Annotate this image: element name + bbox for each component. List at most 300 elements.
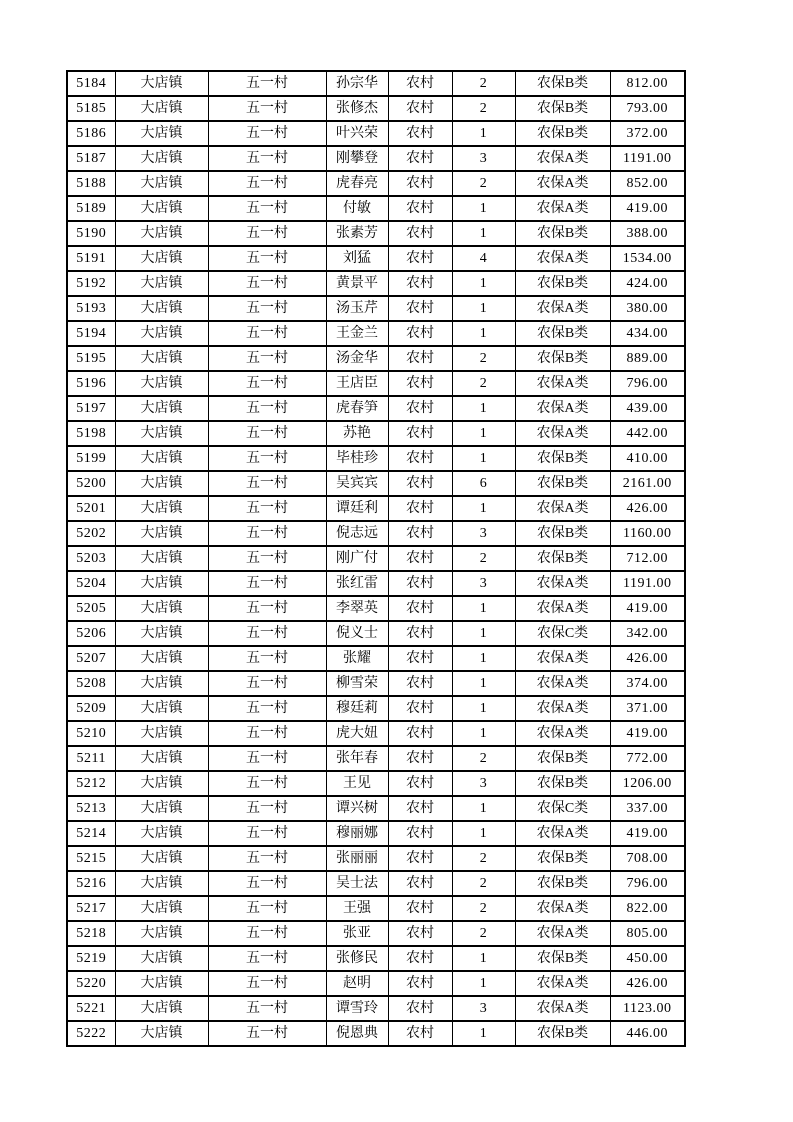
cell-town: 大店镇: [115, 396, 208, 421]
cell-name: 王强: [326, 896, 388, 921]
cell-category: 农保A类: [515, 821, 610, 846]
cell-name: 刚攀登: [326, 146, 388, 171]
cell-name: 叶兴荣: [326, 121, 388, 146]
cell-count: 1: [452, 421, 515, 446]
cell-id: 5205: [67, 596, 115, 621]
table-row: [67, 96, 685, 121]
cell-id: 5211: [67, 746, 115, 771]
cell-name: 吴宾宾: [326, 471, 388, 496]
table-row: [67, 646, 685, 671]
cell-count: 3: [452, 146, 515, 171]
cell-residence: 农村: [388, 821, 452, 846]
cell-category: 农保C类: [515, 621, 610, 646]
cell-id: 5185: [67, 96, 115, 121]
cell-town: 大店镇: [115, 821, 208, 846]
cell-residence: 农村: [388, 296, 452, 321]
cell-village: 五一村: [208, 571, 326, 596]
cell-category: 农保B类: [515, 746, 610, 771]
cell-residence: 农村: [388, 471, 452, 496]
roster-table-body: [67, 71, 685, 1046]
cell-residence: 农村: [388, 796, 452, 821]
cell-residence: 农村: [388, 871, 452, 896]
cell-town: 大店镇: [115, 446, 208, 471]
table-row: [67, 321, 685, 346]
cell-count: 2: [452, 96, 515, 121]
table-row: [67, 621, 685, 646]
table-row: [67, 596, 685, 621]
cell-town: 大店镇: [115, 971, 208, 996]
cell-name: 汤玉芹: [326, 296, 388, 321]
cell-village: 五一村: [208, 671, 326, 696]
table-row: [67, 396, 685, 421]
table-row: [67, 371, 685, 396]
cell-village: 五一村: [208, 196, 326, 221]
cell-town: 大店镇: [115, 621, 208, 646]
cell-count: 1: [452, 946, 515, 971]
cell-residence: 农村: [388, 271, 452, 296]
cell-amount: 708.00: [610, 846, 685, 871]
cell-residence: 农村: [388, 221, 452, 246]
cell-village: 五一村: [208, 896, 326, 921]
cell-town: 大店镇: [115, 496, 208, 521]
cell-category: 农保A类: [515, 196, 610, 221]
cell-name: 王金兰: [326, 321, 388, 346]
table-row: [67, 996, 685, 1021]
cell-residence: 农村: [388, 246, 452, 271]
cell-village: 五一村: [208, 771, 326, 796]
cell-id: 5202: [67, 521, 115, 546]
cell-amount: 434.00: [610, 321, 685, 346]
cell-id: 5197: [67, 396, 115, 421]
cell-category: 农保A类: [515, 421, 610, 446]
cell-category: 农保B类: [515, 471, 610, 496]
cell-residence: 农村: [388, 1021, 452, 1046]
cell-amount: 410.00: [610, 446, 685, 471]
cell-id: 5187: [67, 146, 115, 171]
table-row: [67, 821, 685, 846]
cell-residence: 农村: [388, 721, 452, 746]
cell-town: 大店镇: [115, 371, 208, 396]
cell-village: 五一村: [208, 421, 326, 446]
cell-id: 5209: [67, 696, 115, 721]
cell-town: 大店镇: [115, 246, 208, 271]
cell-id: 5208: [67, 671, 115, 696]
cell-town: 大店镇: [115, 346, 208, 371]
cell-amount: 1160.00: [610, 521, 685, 546]
cell-residence: 农村: [388, 71, 452, 96]
cell-amount: 419.00: [610, 721, 685, 746]
cell-village: 五一村: [208, 646, 326, 671]
cell-village: 五一村: [208, 696, 326, 721]
cell-town: 大店镇: [115, 896, 208, 921]
cell-name: 张修杰: [326, 96, 388, 121]
cell-category: 农保A类: [515, 696, 610, 721]
cell-count: 1: [452, 596, 515, 621]
table-row: [67, 571, 685, 596]
cell-category: 农保B类: [515, 771, 610, 796]
cell-amount: 439.00: [610, 396, 685, 421]
cell-amount: 442.00: [610, 421, 685, 446]
cell-count: 1: [452, 296, 515, 321]
cell-town: 大店镇: [115, 946, 208, 971]
cell-amount: 796.00: [610, 371, 685, 396]
table-row: [67, 171, 685, 196]
table-row: [67, 271, 685, 296]
cell-count: 1: [452, 396, 515, 421]
cell-name: 柳雪荣: [326, 671, 388, 696]
cell-residence: 农村: [388, 946, 452, 971]
cell-category: 农保A类: [515, 671, 610, 696]
cell-count: 2: [452, 896, 515, 921]
cell-category: 农保B类: [515, 1021, 610, 1046]
cell-name: 张耀: [326, 646, 388, 671]
cell-category: 农保A类: [515, 171, 610, 196]
insurance-roster-table: [66, 70, 686, 1047]
cell-name: 张红雷: [326, 571, 388, 596]
cell-count: 1: [452, 971, 515, 996]
table-row: [67, 771, 685, 796]
cell-category: 农保A类: [515, 921, 610, 946]
cell-name: 倪义士: [326, 621, 388, 646]
cell-residence: 农村: [388, 571, 452, 596]
cell-residence: 农村: [388, 921, 452, 946]
cell-village: 五一村: [208, 296, 326, 321]
cell-count: 2: [452, 546, 515, 571]
cell-village: 五一村: [208, 546, 326, 571]
cell-village: 五一村: [208, 496, 326, 521]
cell-category: 农保B类: [515, 321, 610, 346]
cell-count: 2: [452, 921, 515, 946]
cell-amount: 712.00: [610, 546, 685, 571]
cell-town: 大店镇: [115, 721, 208, 746]
cell-residence: 农村: [388, 671, 452, 696]
cell-id: 5216: [67, 871, 115, 896]
cell-amount: 772.00: [610, 746, 685, 771]
cell-count: 1: [452, 696, 515, 721]
cell-category: 农保B类: [515, 846, 610, 871]
cell-village: 五一村: [208, 346, 326, 371]
cell-town: 大店镇: [115, 571, 208, 596]
cell-name: 倪恩典: [326, 1021, 388, 1046]
table-row: [67, 721, 685, 746]
cell-amount: 419.00: [610, 196, 685, 221]
table-row: [67, 496, 685, 521]
table-row: [67, 896, 685, 921]
table-row: [67, 696, 685, 721]
cell-village: 五一村: [208, 921, 326, 946]
cell-count: 1: [452, 721, 515, 746]
cell-name: 刚广付: [326, 546, 388, 571]
cell-village: 五一村: [208, 96, 326, 121]
cell-id: 5206: [67, 621, 115, 646]
cell-town: 大店镇: [115, 671, 208, 696]
cell-town: 大店镇: [115, 146, 208, 171]
cell-count: 1: [452, 1021, 515, 1046]
table-row: [67, 746, 685, 771]
cell-town: 大店镇: [115, 746, 208, 771]
table-row: [67, 946, 685, 971]
cell-name: 虎大妞: [326, 721, 388, 746]
cell-residence: 农村: [388, 971, 452, 996]
cell-village: 五一村: [208, 321, 326, 346]
cell-count: 1: [452, 196, 515, 221]
cell-count: 1: [452, 821, 515, 846]
cell-id: 5204: [67, 571, 115, 596]
cell-town: 大店镇: [115, 471, 208, 496]
cell-name: 孙宗华: [326, 71, 388, 96]
cell-village: 五一村: [208, 221, 326, 246]
cell-category: 农保B类: [515, 871, 610, 896]
cell-amount: 2161.00: [610, 471, 685, 496]
cell-count: 1: [452, 796, 515, 821]
cell-id: 5192: [67, 271, 115, 296]
cell-count: 3: [452, 996, 515, 1021]
cell-amount: 426.00: [610, 646, 685, 671]
cell-town: 大店镇: [115, 546, 208, 571]
cell-village: 五一村: [208, 596, 326, 621]
cell-name: 王见: [326, 771, 388, 796]
cell-residence: 农村: [388, 96, 452, 121]
cell-name: 谭雪玲: [326, 996, 388, 1021]
cell-category: 农保B类: [515, 346, 610, 371]
cell-category: 农保B类: [515, 271, 610, 296]
cell-residence: 农村: [388, 996, 452, 1021]
cell-amount: 852.00: [610, 171, 685, 196]
cell-amount: 424.00: [610, 271, 685, 296]
cell-category: 农保B类: [515, 546, 610, 571]
cell-name: 苏艳: [326, 421, 388, 446]
cell-category: 农保A类: [515, 246, 610, 271]
cell-residence: 农村: [388, 646, 452, 671]
table-row: [67, 196, 685, 221]
cell-amount: 446.00: [610, 1021, 685, 1046]
cell-residence: 农村: [388, 496, 452, 521]
cell-id: 5189: [67, 196, 115, 221]
cell-village: 五一村: [208, 371, 326, 396]
cell-town: 大店镇: [115, 121, 208, 146]
cell-name: 虎春笋: [326, 396, 388, 421]
cell-town: 大店镇: [115, 596, 208, 621]
cell-count: 1: [452, 496, 515, 521]
cell-village: 五一村: [208, 396, 326, 421]
cell-village: 五一村: [208, 821, 326, 846]
cell-id: 5199: [67, 446, 115, 471]
cell-town: 大店镇: [115, 96, 208, 121]
cell-residence: 农村: [388, 896, 452, 921]
cell-name: 黄景平: [326, 271, 388, 296]
cell-town: 大店镇: [115, 221, 208, 246]
cell-count: 2: [452, 71, 515, 96]
cell-name: 张亚: [326, 921, 388, 946]
cell-name: 刘猛: [326, 246, 388, 271]
cell-category: 农保A类: [515, 296, 610, 321]
cell-count: 2: [452, 171, 515, 196]
cell-category: 农保B类: [515, 71, 610, 96]
table-row: [67, 796, 685, 821]
cell-amount: 342.00: [610, 621, 685, 646]
table-row: [67, 671, 685, 696]
cell-residence: 农村: [388, 321, 452, 346]
cell-name: 李翠英: [326, 596, 388, 621]
cell-residence: 农村: [388, 696, 452, 721]
cell-amount: 419.00: [610, 821, 685, 846]
cell-id: 5196: [67, 371, 115, 396]
cell-town: 大店镇: [115, 1021, 208, 1046]
cell-category: 农保A类: [515, 996, 610, 1021]
cell-category: 农保A类: [515, 396, 610, 421]
cell-residence: 农村: [388, 521, 452, 546]
cell-category: 农保B类: [515, 946, 610, 971]
cell-amount: 796.00: [610, 871, 685, 896]
table-row: [67, 971, 685, 996]
cell-count: 1: [452, 646, 515, 671]
cell-residence: 农村: [388, 746, 452, 771]
cell-id: 5213: [67, 796, 115, 821]
cell-id: 5215: [67, 846, 115, 871]
table-row: [67, 296, 685, 321]
table-row: [67, 446, 685, 471]
cell-count: 3: [452, 521, 515, 546]
cell-name: 张年春: [326, 746, 388, 771]
cell-id: 5221: [67, 996, 115, 1021]
cell-town: 大店镇: [115, 846, 208, 871]
cell-village: 五一村: [208, 71, 326, 96]
cell-town: 大店镇: [115, 421, 208, 446]
cell-amount: 380.00: [610, 296, 685, 321]
cell-count: 3: [452, 571, 515, 596]
cell-amount: 793.00: [610, 96, 685, 121]
cell-residence: 农村: [388, 621, 452, 646]
cell-amount: 822.00: [610, 896, 685, 921]
cell-category: 农保A类: [515, 496, 610, 521]
cell-name: 谭兴树: [326, 796, 388, 821]
cell-amount: 426.00: [610, 971, 685, 996]
cell-category: 农保A类: [515, 371, 610, 396]
cell-residence: 农村: [388, 346, 452, 371]
cell-count: 2: [452, 846, 515, 871]
cell-village: 五一村: [208, 271, 326, 296]
cell-amount: 889.00: [610, 346, 685, 371]
cell-category: 农保A类: [515, 571, 610, 596]
cell-town: 大店镇: [115, 296, 208, 321]
cell-amount: 450.00: [610, 946, 685, 971]
table-row: [67, 546, 685, 571]
cell-amount: 1191.00: [610, 146, 685, 171]
cell-village: 五一村: [208, 746, 326, 771]
cell-id: 5214: [67, 821, 115, 846]
cell-category: 农保A类: [515, 721, 610, 746]
cell-residence: 农村: [388, 596, 452, 621]
cell-name: 虎春亮: [326, 171, 388, 196]
cell-amount: 1123.00: [610, 996, 685, 1021]
cell-amount: 372.00: [610, 121, 685, 146]
cell-name: 汤金华: [326, 346, 388, 371]
cell-town: 大店镇: [115, 771, 208, 796]
cell-village: 五一村: [208, 171, 326, 196]
cell-name: 倪志远: [326, 521, 388, 546]
cell-count: 1: [452, 121, 515, 146]
cell-name: 王店臣: [326, 371, 388, 396]
cell-name: 付敏: [326, 196, 388, 221]
cell-name: 穆廷莉: [326, 696, 388, 721]
cell-count: 3: [452, 771, 515, 796]
cell-count: 4: [452, 246, 515, 271]
table-row: [67, 871, 685, 896]
table-row: [67, 146, 685, 171]
cell-id: 5200: [67, 471, 115, 496]
cell-count: 6: [452, 471, 515, 496]
cell-name: 张丽丽: [326, 846, 388, 871]
cell-count: 1: [452, 446, 515, 471]
cell-town: 大店镇: [115, 871, 208, 896]
table-row: [67, 346, 685, 371]
cell-id: 5184: [67, 71, 115, 96]
cell-category: 农保A类: [515, 646, 610, 671]
cell-id: 5220: [67, 971, 115, 996]
cell-count: 2: [452, 346, 515, 371]
cell-residence: 农村: [388, 396, 452, 421]
table-row: [67, 246, 685, 271]
cell-id: 5222: [67, 1021, 115, 1046]
cell-village: 五一村: [208, 471, 326, 496]
cell-name: 张修民: [326, 946, 388, 971]
cell-town: 大店镇: [115, 521, 208, 546]
cell-count: 1: [452, 321, 515, 346]
cell-town: 大店镇: [115, 696, 208, 721]
cell-id: 5207: [67, 646, 115, 671]
cell-count: 2: [452, 371, 515, 396]
cell-residence: 农村: [388, 446, 452, 471]
cell-amount: 337.00: [610, 796, 685, 821]
cell-town: 大店镇: [115, 171, 208, 196]
cell-residence: 农村: [388, 546, 452, 571]
cell-id: 5210: [67, 721, 115, 746]
cell-village: 五一村: [208, 121, 326, 146]
cell-amount: 1191.00: [610, 571, 685, 596]
cell-village: 五一村: [208, 146, 326, 171]
cell-village: 五一村: [208, 846, 326, 871]
cell-amount: 805.00: [610, 921, 685, 946]
table-row: [67, 921, 685, 946]
table-row: [67, 1021, 685, 1046]
cell-residence: 农村: [388, 171, 452, 196]
cell-id: 5188: [67, 171, 115, 196]
cell-category: 农保A类: [515, 596, 610, 621]
cell-id: 5186: [67, 121, 115, 146]
cell-category: 农保C类: [515, 796, 610, 821]
cell-id: 5195: [67, 346, 115, 371]
cell-amount: 371.00: [610, 696, 685, 721]
cell-residence: 农村: [388, 421, 452, 446]
cell-town: 大店镇: [115, 71, 208, 96]
cell-town: 大店镇: [115, 796, 208, 821]
cell-count: 1: [452, 621, 515, 646]
table-row: [67, 471, 685, 496]
cell-amount: 812.00: [610, 71, 685, 96]
cell-id: 5190: [67, 221, 115, 246]
cell-count: 1: [452, 671, 515, 696]
cell-amount: 374.00: [610, 671, 685, 696]
cell-id: 5218: [67, 921, 115, 946]
cell-village: 五一村: [208, 621, 326, 646]
cell-name: 谭廷利: [326, 496, 388, 521]
cell-town: 大店镇: [115, 271, 208, 296]
cell-town: 大店镇: [115, 321, 208, 346]
cell-category: 农保B类: [515, 446, 610, 471]
cell-town: 大店镇: [115, 996, 208, 1021]
table-row: [67, 846, 685, 871]
cell-id: 5203: [67, 546, 115, 571]
